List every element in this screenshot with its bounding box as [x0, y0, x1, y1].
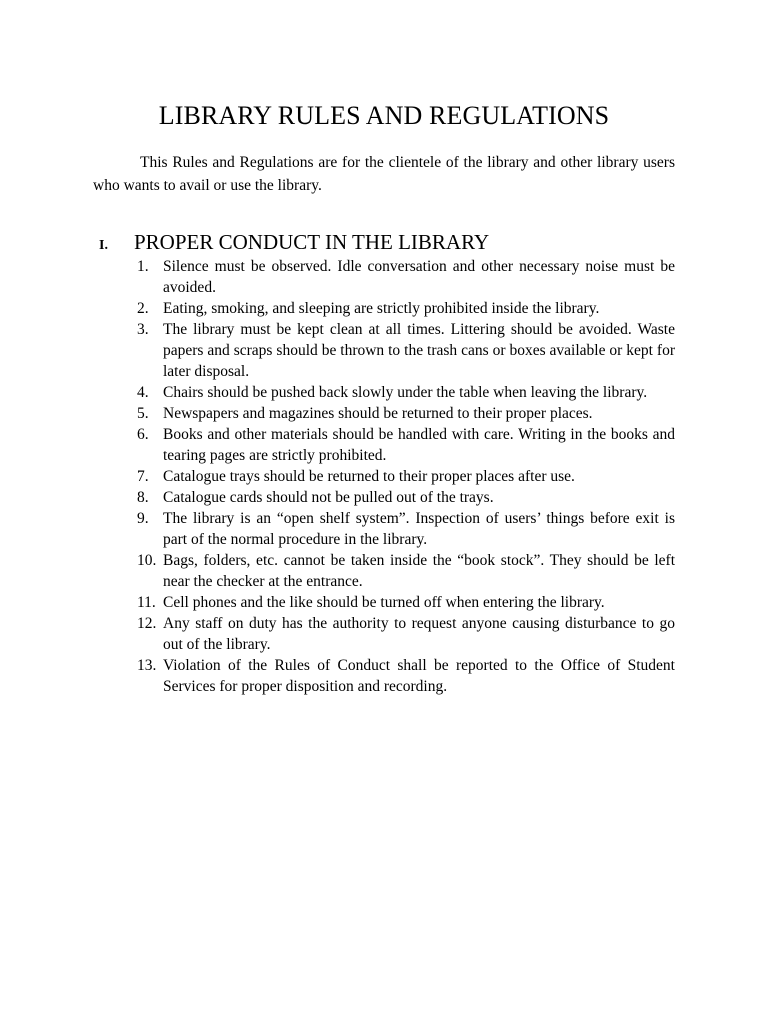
rule-text: Newspapers and magazines should be returned to their proper places. — [163, 405, 593, 422]
rules-list — [137, 256, 675, 697]
section-heading — [99, 230, 699, 255]
rule-number: 11. — [137, 594, 156, 611]
rule-number: 2. — [137, 300, 149, 317]
rule-text: Books and other materials should be handled with care. Writing in the books and tearing pages are strictly prohibited. — [163, 426, 675, 464]
rule-text: Cell phones and the like should be turned off when entering the library. — [163, 594, 605, 611]
rule-number: 3. — [137, 321, 149, 338]
rule-item — [137, 613, 675, 655]
rule-item — [137, 655, 675, 697]
rule-item — [137, 298, 675, 319]
rule-text: Catalogue trays should be returned to their proper places after use. — [163, 468, 575, 485]
rule-text: Silence must be observed. Idle conversation and other necessary noise must be avoided. — [163, 258, 675, 296]
rule-item — [137, 256, 675, 298]
rule-text: The library is an “open shelf system”. Inspection of users’ things before exit is part of the normal procedure in the library. — [163, 510, 675, 548]
rule-item — [137, 466, 675, 487]
rule-item — [137, 508, 675, 550]
rule-text: Catalogue cards should not be pulled out of the trays. — [163, 489, 494, 506]
section-title: PROPER CONDUCT IN THE LIBRARY — [134, 230, 490, 254]
document-title: LIBRARY RULES AND REGULATIONS — [158, 101, 610, 130]
rule-text: Chairs should be pushed back slowly under the table when leaving the library. — [163, 384, 648, 401]
rule-number: 8. — [137, 489, 149, 506]
rule-text: Eating, smoking, and sleeping are strictly prohibited inside the library. — [163, 300, 600, 317]
rule-text: Bags, folders, etc. cannot be taken inside the “book stock”. They should be left near the checker at the entrance. — [163, 552, 675, 590]
rule-item — [137, 592, 675, 613]
rule-item — [137, 424, 675, 466]
rule-number: 5. — [137, 405, 149, 422]
rule-text: Violation of the Rules of Conduct shall be reported to the Office of Student Services for proper disposition and recording. — [163, 657, 675, 695]
rule-number: 13. — [137, 657, 157, 674]
rule-text: The library must be kept clean at all times. Littering should be avoided. Waste papers and scraps should be thrown to the trash cans or boxes available or kept for later disposal. — [163, 321, 675, 380]
rule-item — [137, 319, 675, 382]
rule-item — [137, 403, 675, 424]
rule-item — [137, 550, 675, 592]
intro-paragraph — [93, 151, 675, 197]
rule-item — [137, 487, 675, 508]
rule-number: 12. — [137, 615, 157, 632]
rule-item — [137, 382, 675, 403]
rule-text: Any staff on duty has the authority to request anyone causing disturbance to go out of the library. — [163, 615, 675, 653]
rule-number: 4. — [137, 384, 149, 401]
intro-text: This Rules and Regulations are for the clientele of the library and other library users who wants to avail or use the library. — [93, 154, 675, 194]
rule-number: 7. — [137, 468, 149, 485]
rule-number: 6. — [137, 426, 149, 443]
section-number: I. — [99, 238, 108, 253]
rule-number: 10. — [137, 552, 157, 569]
rule-number: 9. — [137, 510, 149, 527]
rule-number: 1. — [137, 258, 149, 275]
